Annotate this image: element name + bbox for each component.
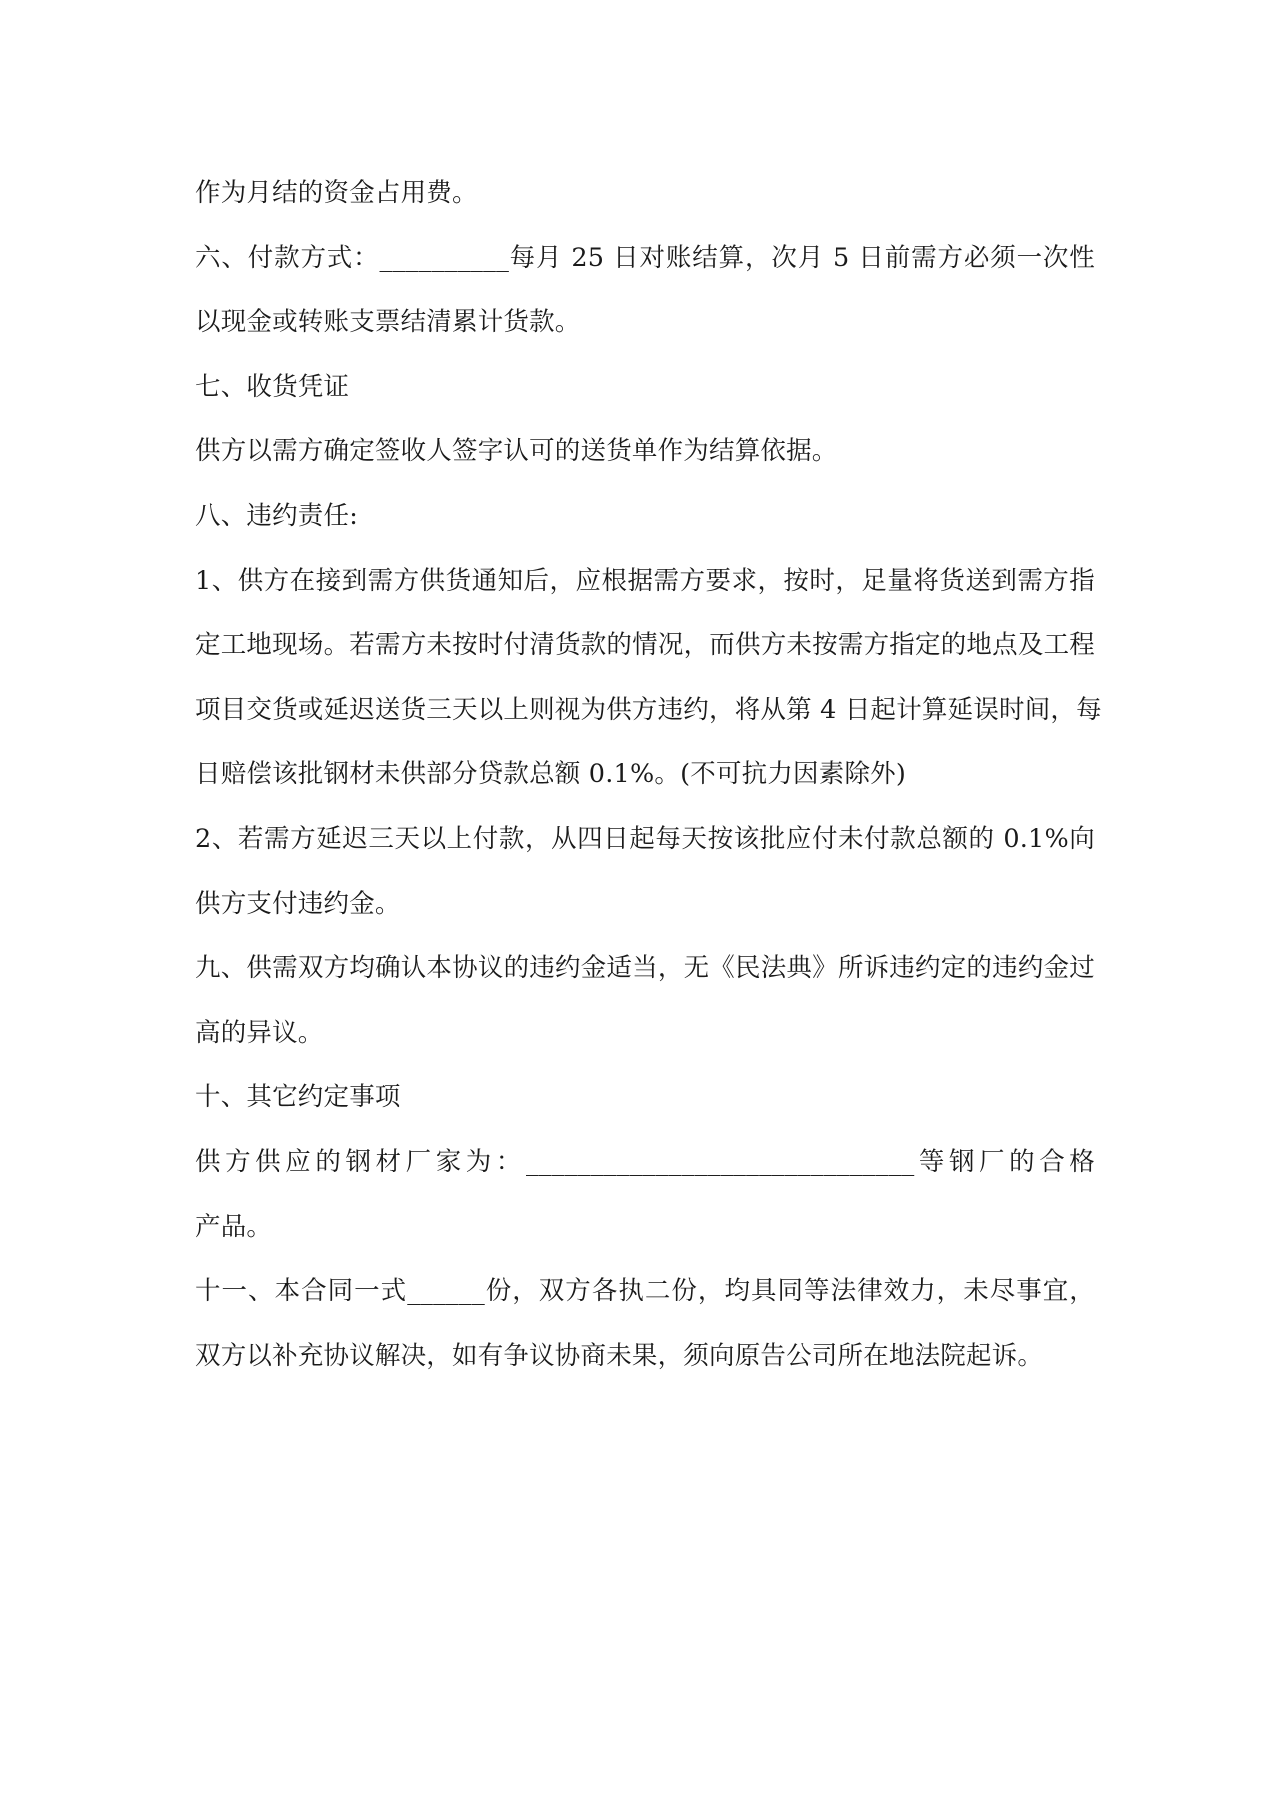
clause-line: 九、供需双方均确认本协议的违约金适当，无《民法典》所诉违约定的违约金过 [195,953,1095,984]
text-line: 以现金或转账支票结清累计货款。 [195,307,581,338]
payment-method-line: 六、付款方式：__________每月 25 日对账结算，次月 5 日前需方必须一次性 [195,242,1095,273]
text-line: 双方以补充协议解决，如有争议协商未果，须向原告公司所在地法院起诉。 [195,1340,1044,1371]
document-page [195,161,1102,1388]
manufacturer-line: 供方供应的钢材厂家为：______________________________等钢厂的合格 [195,1146,1095,1177]
text-line: 作为月结的资金占用费。 [195,178,478,208]
clause-line: 供方支付违约金。 [195,888,401,919]
clause-line: 1、供方在接到需方供货通知后，应根据需方要求，按时，足量将货送到需方指 [195,565,1095,596]
clause-line: 日赔偿该批钢材未供部分贷款总额 0.1%。(不可抗力因素除外) [195,759,906,790]
clause-line: 2、若需方延迟三天以上付款，从四日起每天按该批应付未付款总额的 0.1%向 [195,823,1095,854]
text-line: 产品。 [195,1211,273,1242]
section-heading-other: 十、其它约定事项 [195,1082,401,1113]
copies-line: 十一、本合同一式______份，双方各执二份，均具同等法律效力，未尽事宜， [195,1276,1095,1307]
text-line: 供方以需方确定签收人签字认可的送货单作为结算依据。 [195,436,838,467]
section-heading-liability: 八、违约责任: [195,500,358,531]
section-heading-receipt: 七、收货凭证 [195,371,350,402]
clause-line: 定工地现场。若需方未按时付清货款的情况，而供方未按需方指定的地点及工程 [195,630,1095,661]
clause-line: 高的异议。 [195,1017,324,1048]
clause-line: 项目交货或延迟送货三天以上则视为供方违约，将从第 4 日起计算延误时间，每 [195,694,1102,725]
